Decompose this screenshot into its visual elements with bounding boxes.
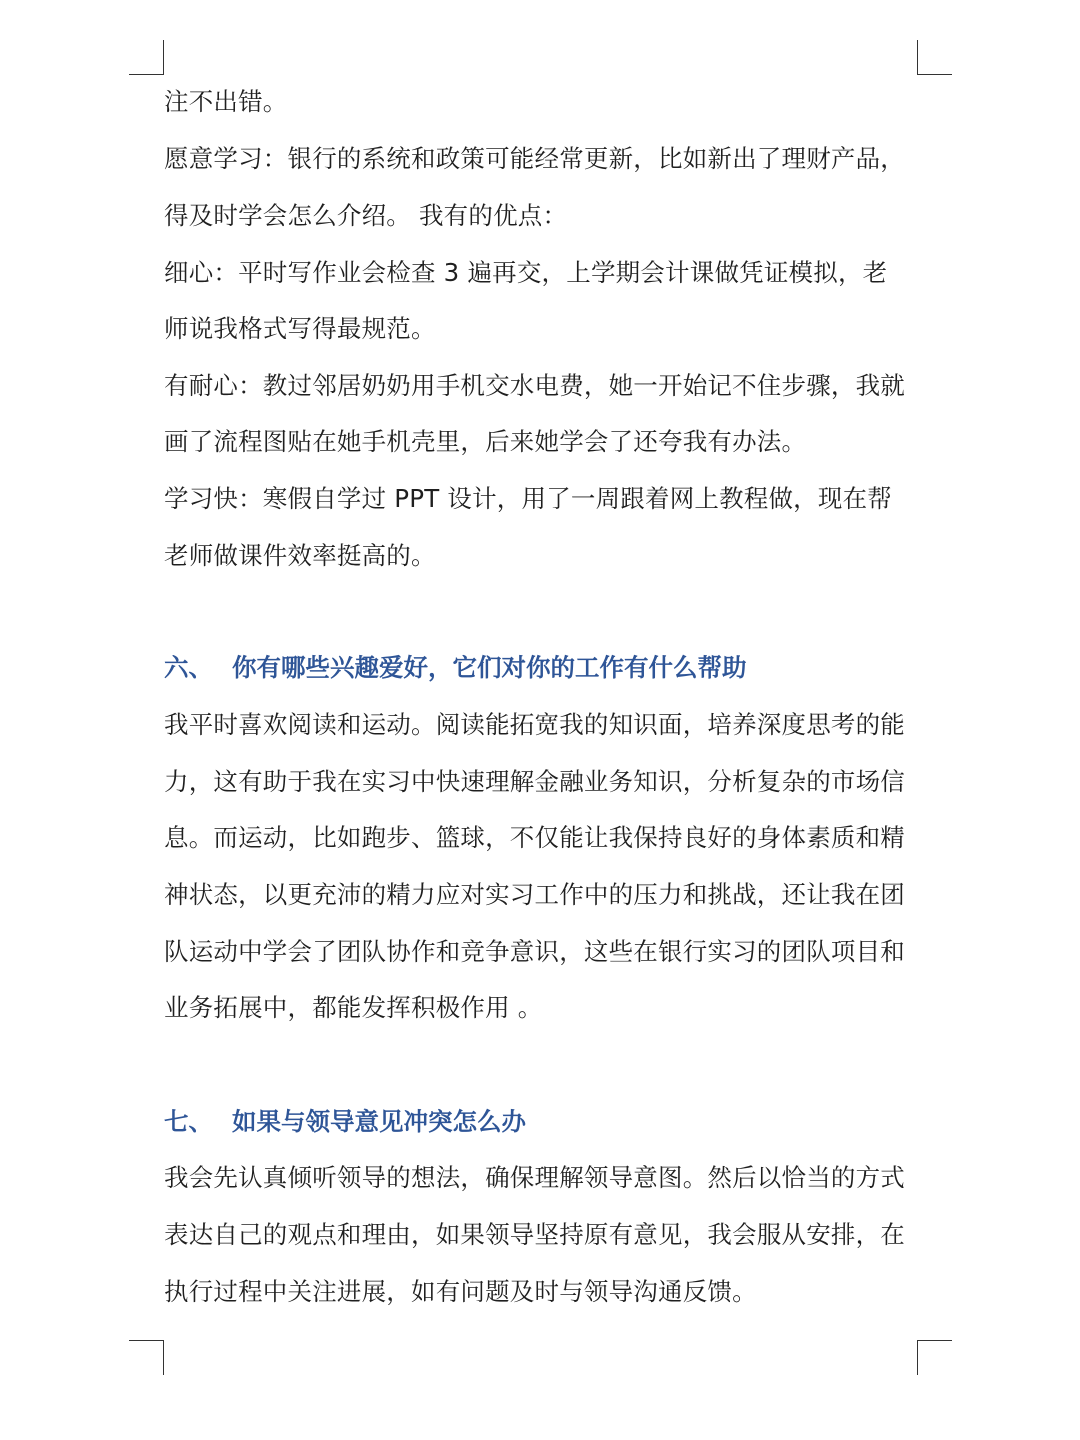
- section-number: 六、: [164, 653, 213, 682]
- body-line: 力，这有助于我在实习中快速理解金融业务知识，分析复杂的市场信: [164, 767, 905, 796]
- body-line: 我会先认真倾听领导的想法，确保理解领导意图。然后以恰当的方式: [164, 1163, 905, 1192]
- body-line: 得及时学会怎么介绍。 我有的优点：: [164, 201, 568, 230]
- body-line: 老师做课件效率挺高的。: [164, 541, 436, 570]
- body-line: 画了流程图贴在她手机壳里，后来她学会了还夸我有办法。: [164, 427, 807, 456]
- section-heading-7: [164, 1106, 526, 1138]
- body-line: 愿意学习：银行的系统和政策可能经常更新，比如新出了理财产品，: [164, 144, 905, 173]
- crop-mark-top-right: [917, 40, 952, 75]
- body-line: 师说我格式写得最规范。: [164, 314, 436, 343]
- body-line: 执行过程中关注进展，如有问题及时与领导沟通反馈。: [164, 1277, 757, 1306]
- section-title: 你有哪些兴趣爱好，它们对你的工作有什么帮助: [232, 653, 747, 682]
- crop-mark-bottom-right: [917, 1340, 952, 1375]
- body-line: 学习快：寒假自学过 PPT 设计，用了一周跟着网上教程做，现在帮: [164, 484, 892, 513]
- body-line: 队运动中学会了团队协作和竞争意识，这些在银行实习的团队项目和: [164, 937, 905, 966]
- crop-mark-top-left: [129, 40, 164, 75]
- body-line: 业务拓展中，都能发挥积极作用 。: [164, 993, 543, 1022]
- body-line: 我平时喜欢阅读和运动。阅读能拓宽我的知识面，培养深度思考的能: [164, 710, 905, 739]
- section-number: 七、: [164, 1107, 213, 1136]
- body-line: 细心：平时写作业会检查 3 遍再交，上学期会计课做凭证模拟，老: [164, 258, 888, 287]
- section-title: 如果与领导意见冲突怎么办: [232, 1107, 526, 1136]
- body-line: 神状态，以更充沛的精力应对实习工作中的压力和挑战，还让我在团: [164, 880, 905, 909]
- body-line: 注不出错。: [164, 87, 288, 116]
- body-line: 息。而运动，比如跑步、篮球，不仅能让我保持良好的身体素质和精: [164, 823, 905, 852]
- body-line: 表达自己的观点和理由，如果领导坚持原有意见，我会服从安排，在: [164, 1220, 905, 1249]
- crop-mark-bottom-left: [129, 1340, 164, 1375]
- body-line: 有耐心：教过邻居奶奶用手机交水电费，她一开始记不住步骤，我就: [164, 371, 905, 400]
- section-heading-6: [164, 652, 747, 684]
